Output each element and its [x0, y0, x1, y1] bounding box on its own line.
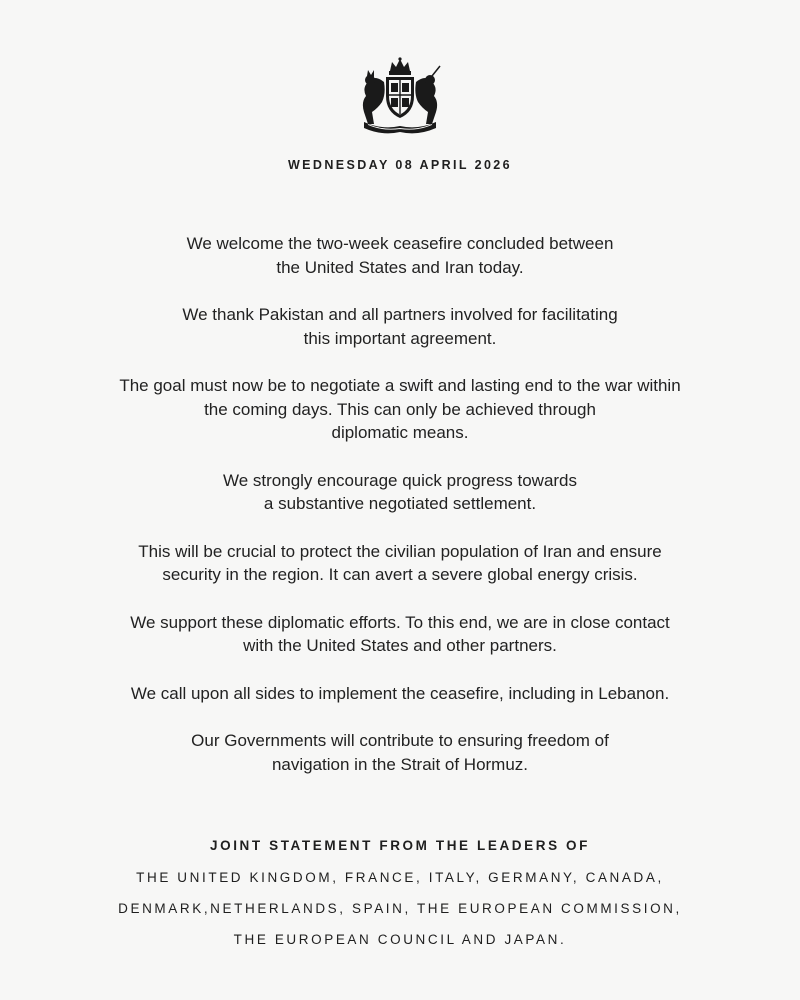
- signatories-line: THE UNITED KINGDOM, FRANCE, ITALY, GERMANY, CANADA,: [136, 870, 664, 885]
- paragraph-line: the United States and Iran today.: [276, 257, 524, 277]
- statement-date: WEDNESDAY 08 APRIL 2026: [287, 158, 513, 172]
- paragraph-line: We strongly encourage quick progress towards: [222, 470, 578, 490]
- statement-paragraph-8: [40, 729, 760, 776]
- statement-paragraph-5: [40, 540, 760, 587]
- statement-paragraph-3: [40, 374, 760, 445]
- statement-paragraph-6: [40, 611, 760, 658]
- paragraph-line: The goal must now be to negotiate a swift and lasting end to the war within: [119, 376, 681, 395]
- statement-paragraph-2: [40, 303, 760, 350]
- paragraph-line: navigation in the Strait of Hormuz.: [271, 754, 529, 774]
- statement-body: [40, 232, 760, 800]
- statement-paragraph-4: [40, 469, 760, 516]
- paragraph-line: We welcome the two-week ceasefire concluded between: [186, 234, 614, 253]
- paragraph-line: the coming days. This can only be achieved through: [204, 399, 596, 419]
- royal-coat-of-arms-icon: [350, 56, 450, 136]
- paragraph-line: Our Governments will contribute to ensuring freedom of: [191, 731, 609, 750]
- signatories-line: THE EUROPEAN COUNCIL AND JAPAN.: [233, 932, 567, 947]
- paragraph-line: with the United States and other partners.: [243, 636, 557, 655]
- signatories-heading: JOINT STATEMENT FROM THE LEADERS OF: [210, 838, 590, 853]
- signatories-line: DENMARK,NETHERLANDS, SPAIN, THE EUROPEAN COMMISSION,: [118, 901, 682, 916]
- statement-paragraph-1: [40, 232, 760, 279]
- statement-paragraph-7: [40, 682, 760, 706]
- paragraph-line: security in the region. It can avert a severe global energy crisis.: [162, 565, 638, 584]
- paragraph-line: diplomatic means.: [331, 423, 469, 442]
- paragraph-line: We thank Pakistan and all partners involved for facilitating: [182, 305, 618, 324]
- paragraph-line: this important agreement.: [303, 328, 497, 348]
- paragraph-line: We call upon all sides to implement the ceasefire, including in Lebanon.: [130, 683, 670, 703]
- paragraph-line: We support these diplomatic efforts. To this end, we are in close contact: [130, 612, 670, 632]
- paragraph-line: This will be crucial to protect the civilian population of Iran and ensure: [138, 541, 662, 561]
- paragraph-line: a substantive negotiated settlement.: [263, 494, 537, 513]
- signatories-block: [0, 837, 800, 962]
